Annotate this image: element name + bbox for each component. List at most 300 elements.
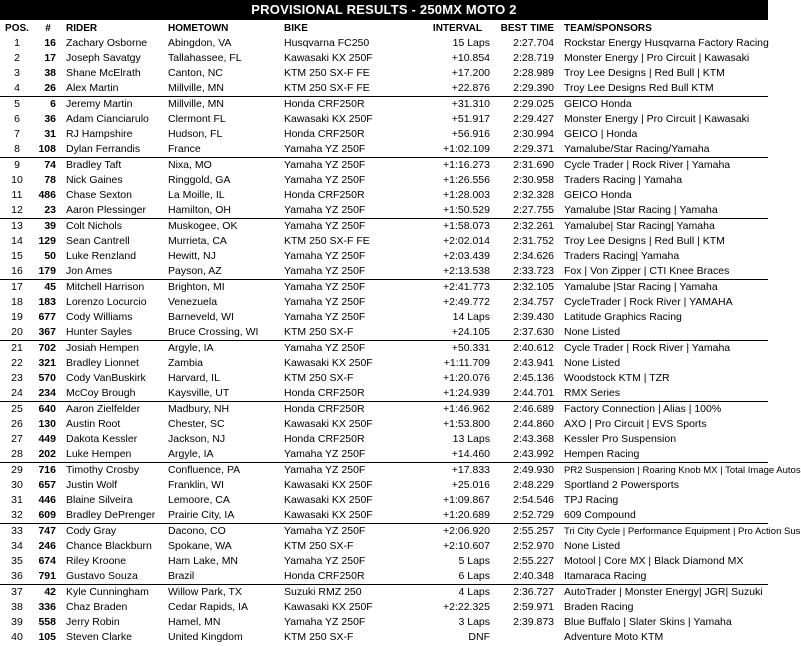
cell-rider: Kyle Cunningham [62, 585, 168, 601]
cell-interval: +1:26.556 [442, 174, 490, 186]
table-row [0, 447, 768, 463]
cell-best-time: 2:34.626 [513, 250, 554, 262]
cell-interval: +1:20.689 [442, 509, 490, 521]
cell-team: Tri City Cycle | Performance Equipment | Pro Action Sus [564, 524, 768, 540]
cell-interval: +1:20.076 [442, 372, 490, 384]
cell-number: 336 [38, 601, 56, 613]
cell-team: Hempen Racing [564, 448, 640, 460]
table-row [0, 585, 768, 601]
cell-number: 674 [38, 555, 56, 567]
cell-hometown: Canton, NC [168, 67, 223, 79]
cell-number: 179 [38, 265, 56, 277]
cell-rider: Shane McElrath [66, 67, 141, 79]
cell-pos: 39 [11, 616, 23, 628]
cell-team: Latitude Graphics Racing [564, 311, 682, 323]
cell-number: 677 [38, 311, 56, 323]
cell-pos: 35 [11, 555, 23, 567]
cell-pos: 5 [0, 97, 34, 113]
cell-rider: Chance Blackburn [66, 540, 152, 552]
cell-hometown: Brighton, MI [168, 280, 284, 296]
cell-number: 640 [34, 402, 62, 418]
cell-hometown: France [168, 143, 201, 155]
cell-rider: Timothy Crosby [62, 463, 168, 479]
cell-interval: +2:41.773 [402, 280, 496, 296]
cell-interval: +10.854 [451, 52, 490, 64]
cell-pos: 31 [11, 494, 23, 506]
cell-best-time: 2:44.860 [513, 418, 554, 430]
cell-interval: +2:03.439 [442, 250, 490, 262]
cell-best-time: 2:52.970 [513, 540, 554, 552]
cell-hometown: Millville, MN [168, 82, 224, 94]
cell-number: 570 [38, 372, 56, 384]
cell-best-time: 2:54.546 [513, 494, 554, 506]
cell-number: 23 [44, 204, 56, 216]
cell-hometown: Kaysville, UT [168, 387, 230, 399]
cell-team: RMX Series [564, 387, 621, 399]
header-number: # [45, 22, 51, 34]
cell-team: 609 Compound [564, 509, 636, 521]
cell-hometown: Prairie City, IA [168, 509, 235, 521]
table-row [0, 66, 768, 81]
cell-pos: 13 [0, 219, 34, 235]
cell-hometown: Ham Lake, MN [168, 555, 239, 567]
cell-bike: Yamaha YZ 250F [284, 341, 402, 357]
cell-interval: 15 Laps [452, 37, 490, 49]
table-row [0, 417, 768, 432]
cell-interval: 4 Laps [402, 585, 496, 601]
cell-rider: McCoy Brough [66, 387, 136, 399]
cell-rider: Austin Root [66, 418, 121, 430]
cell-pos: 1 [14, 37, 20, 49]
table-row [0, 524, 768, 540]
table-row [0, 295, 768, 310]
cell-best-time: 2:31.690 [496, 158, 564, 174]
cell-number: 446 [38, 494, 56, 506]
cell-best-time: 2:37.630 [513, 326, 554, 338]
table-row [0, 142, 768, 158]
cell-team: Kessler Pro Suspension [564, 433, 677, 445]
cell-rider: Cody VanBuskirk [66, 372, 146, 384]
cell-best-time: 2:29.390 [513, 82, 554, 94]
cell-bike: Kawasaki KX 250F [284, 52, 373, 64]
cell-team: Factory Connection | Alias | 100% [564, 402, 768, 418]
cell-interval: +1:28.003 [442, 189, 490, 201]
cell-bike: Kawasaki KX 250F [284, 113, 373, 125]
cell-best-time: 2:55.257 [496, 524, 564, 540]
cell-interval: +1:53.800 [442, 418, 490, 430]
cell-rider: Jeremy Martin [62, 97, 168, 113]
cell-bike: Yamaha YZ 250F [284, 555, 366, 567]
cell-pos: 32 [11, 509, 23, 521]
cell-team: Traders Racing | Yamaha [564, 174, 683, 186]
cell-hometown: Zambia [168, 357, 204, 369]
cell-bike: Yamaha YZ 250F [284, 616, 366, 628]
cell-best-time: 2:33.723 [513, 265, 554, 277]
cell-hometown: Hamilton, OH [168, 204, 232, 216]
cell-best-time: 2:44.701 [513, 387, 554, 399]
cell-rider: Mitchell Harrison [62, 280, 168, 296]
cell-rider: Joseph Savatgy [66, 52, 141, 64]
cell-number: 367 [38, 326, 56, 338]
cell-number: 129 [38, 235, 56, 247]
cell-best-time: 2:43.368 [513, 433, 554, 445]
cell-pos: 24 [11, 387, 23, 399]
cell-team: Yamalube |Star Racing | Yamaha [564, 280, 768, 296]
cell-pos: 16 [11, 265, 23, 277]
cell-bike: Kawasaki KX 250F [284, 357, 373, 369]
table-row [0, 371, 768, 386]
cell-interval: +1:58.073 [402, 219, 496, 235]
cell-bike: Yamaha YZ 250F [284, 265, 366, 277]
cell-team: AutoTrader | Monster Energy| JGR| Suzuki [564, 585, 768, 601]
table-row [0, 600, 768, 615]
cell-rider: Bradley Taft [62, 158, 168, 174]
cell-rider: Aaron Plessinger [66, 204, 146, 216]
cell-best-time: 2:28.989 [513, 67, 554, 79]
cell-rider: Bradley Lionnet [66, 357, 139, 369]
cell-pos: 18 [11, 296, 23, 308]
cell-rider: Chaz Braden [66, 601, 128, 613]
cell-pos: 26 [11, 418, 23, 430]
cell-pos: 7 [14, 128, 20, 140]
header-best-time: BEST TIME [500, 22, 554, 34]
cell-rider: Nick Gaines [66, 174, 123, 186]
cell-best-time: 2:30.958 [513, 174, 554, 186]
cell-best-time: 2:43.992 [513, 448, 554, 460]
cell-hometown: Spokane, WA [168, 540, 232, 552]
cell-interval: 13 Laps [452, 433, 490, 445]
cell-best-time: 2:29.025 [496, 97, 564, 113]
cell-bike: Yamaha YZ 250F [284, 174, 366, 186]
table-row [0, 508, 768, 524]
cell-team: TPJ Racing [564, 494, 619, 506]
cell-pos: 2 [14, 52, 20, 64]
cell-number: 657 [38, 479, 56, 491]
cell-interval: +2:13.538 [442, 265, 490, 277]
cell-pos: 11 [11, 189, 23, 201]
cell-pos: 21 [0, 341, 34, 357]
cell-pos: 8 [14, 143, 20, 155]
results-table [0, 20, 801, 645]
cell-team: None Listed [564, 357, 621, 369]
cell-team: Troy Lee Designs Red Bull KTM [564, 82, 714, 94]
cell-best-time: 2:29.371 [513, 143, 554, 155]
cell-rider: Chase Sexton [66, 189, 132, 201]
cell-team: Woodstock KTM | TZR [564, 372, 670, 384]
cell-hometown: Argyle, IA [168, 448, 214, 460]
cell-pos: 23 [11, 372, 23, 384]
header-team: TEAM/SPONSORS [564, 22, 652, 34]
cell-best-time: 2:45.136 [513, 372, 554, 384]
table-row [0, 112, 768, 127]
cell-interval: +1:46.962 [402, 402, 496, 418]
cell-interval: 3 Laps [458, 616, 490, 628]
table-row [0, 432, 768, 447]
cell-interval: +56.916 [451, 128, 490, 140]
cell-hometown: Muskogee, OK [168, 219, 284, 235]
cell-interval: +14.460 [451, 448, 490, 460]
cell-hometown: Murrieta, CA [168, 235, 227, 247]
cell-rider: Steven Clarke [66, 631, 132, 643]
cell-number: 6 [34, 97, 62, 113]
cell-best-time: 2:32.261 [496, 219, 564, 235]
cell-number: 702 [34, 341, 62, 357]
cell-best-time: 2:39.873 [513, 616, 554, 628]
cell-team: Monster Energy | Pro Circuit | Kawasaki [564, 52, 750, 64]
cell-bike: Honda CRF250R [284, 433, 365, 445]
cell-team: Braden Racing [564, 601, 634, 613]
cell-team: Troy Lee Designs | Red Bull | KTM [564, 67, 725, 79]
cell-number: 246 [38, 540, 56, 552]
cell-bike: KTM 250 SX-F FE [284, 82, 370, 94]
cell-pos: 37 [0, 585, 34, 601]
cell-hometown: Hudson, FL [168, 128, 223, 140]
cell-pos: 10 [11, 174, 23, 186]
cell-bike: KTM 250 SX-F [284, 540, 354, 552]
cell-bike: Yamaha YZ 250F [284, 296, 366, 308]
cell-best-time: 2:27.704 [513, 37, 554, 49]
table-row [0, 51, 768, 66]
cell-team: Cycle Trader | Rock River | Yamaha [564, 341, 768, 357]
cell-number: 105 [38, 631, 56, 643]
table-row [0, 97, 768, 113]
table-row [0, 630, 768, 645]
cell-hometown: Lemoore, CA [168, 494, 230, 506]
cell-hometown: Willow Park, TX [168, 585, 284, 601]
cell-team: Yamalube |Star Racing | Yamaha [564, 204, 718, 216]
cell-best-time: 2:46.689 [496, 402, 564, 418]
cell-best-time: 2:48.229 [513, 479, 554, 491]
cell-hometown: Chester, SC [168, 418, 225, 430]
cell-bike: Yamaha YZ 250F [284, 311, 366, 323]
cell-hometown: La Moille, IL [168, 189, 225, 201]
cell-best-time: 2:32.328 [513, 189, 554, 201]
cell-bike: Honda CRF250R [284, 97, 402, 113]
cell-pos: 27 [11, 433, 23, 445]
cell-interval: +50.331 [402, 341, 496, 357]
cell-hometown: Cedar Rapids, IA [168, 601, 248, 613]
cell-rider: Justin Wolf [66, 479, 118, 491]
cell-number: 38 [44, 67, 56, 79]
cell-number: 449 [38, 433, 56, 445]
cell-rider: Gustavo Souza [66, 570, 138, 582]
table-row [0, 310, 768, 325]
cell-number: 747 [34, 524, 62, 540]
cell-best-time [496, 630, 564, 645]
cell-interval: +1:24.939 [442, 387, 490, 399]
table-row [0, 36, 768, 51]
table-row [0, 539, 768, 554]
cell-bike: Yamaha YZ 250F [284, 448, 366, 460]
cell-number: 609 [38, 509, 56, 521]
cell-number: 36 [44, 113, 56, 125]
cell-best-time: 2:27.755 [513, 204, 554, 216]
cell-interval: +2:06.920 [402, 524, 496, 540]
cell-pos: 20 [11, 326, 23, 338]
cell-bike: Kawasaki KX 250F [284, 509, 373, 521]
cell-interval: +1:16.273 [402, 158, 496, 174]
table-row [0, 188, 768, 203]
cell-rider: Lorenzo Locurcio [66, 296, 147, 308]
cell-team: Yamalube| Star Racing| Yamaha [564, 219, 768, 235]
cell-team: Yamalube/Star Racing/Yamaha [564, 143, 710, 155]
cell-rider: Luke Renzland [66, 250, 137, 262]
cell-hometown: Franklin, WI [168, 479, 225, 491]
cell-number: 234 [38, 387, 56, 399]
cell-best-time: 2:43.941 [513, 357, 554, 369]
cell-best-time: 2:34.757 [513, 296, 554, 308]
cell-pos: 34 [11, 540, 23, 552]
cell-team: None Listed [564, 326, 621, 338]
cell-bike: Kawasaki KX 250F [284, 494, 373, 506]
cell-interval: +1:09.867 [442, 494, 490, 506]
cell-team: Adventure Moto KTM [564, 631, 664, 643]
cell-bike: Honda CRF250R [284, 570, 365, 582]
cell-hometown: Madbury, NH [168, 402, 284, 418]
cell-team: Rockstar Energy Husqvarna Factory Racing [564, 37, 769, 49]
cell-hometown: Ringgold, GA [168, 174, 231, 186]
table-row [0, 280, 768, 296]
cell-hometown: Clermont FL [168, 113, 226, 125]
cell-team: Motool | Core MX | Black Diamond MX [564, 555, 744, 567]
cell-number: 50 [44, 250, 56, 262]
cell-best-time: 2:55.227 [513, 555, 554, 567]
cell-interval: +24.105 [451, 326, 490, 338]
cell-interval: +25.016 [451, 479, 490, 491]
cell-bike: Yamaha YZ 250F [284, 524, 402, 540]
cell-best-time: 2:32.105 [496, 280, 564, 296]
table-row [0, 158, 768, 174]
cell-rider: Bradley DePrenger [66, 509, 156, 521]
cell-best-time: 2:40.348 [513, 570, 554, 582]
table-row [0, 493, 768, 508]
cell-pos: 22 [11, 357, 23, 369]
cell-bike: Kawasaki KX 250F [284, 601, 373, 613]
cell-rider: Alex Martin [66, 82, 119, 94]
cell-hometown: Payson, AZ [168, 265, 222, 277]
table-row [0, 356, 768, 371]
cell-bike: Yamaha YZ 250F [284, 204, 366, 216]
cell-bike: Yamaha YZ 250F [284, 250, 366, 262]
cell-pos: 6 [14, 113, 20, 125]
header-rider: RIDER [66, 22, 98, 34]
cell-hometown: Dacono, CO [168, 524, 284, 540]
cell-pos: 4 [14, 82, 20, 94]
cell-rider: Zachary Osborne [66, 37, 148, 49]
cell-bike: Husqvarna FC250 [284, 37, 370, 49]
header-pos: POS. [5, 22, 29, 34]
cell-bike: Suzuki RMZ 250 [284, 585, 402, 601]
cell-number: 486 [38, 189, 56, 201]
cell-number: 558 [38, 616, 56, 628]
cell-rider: Luke Hempen [66, 448, 132, 460]
header-interval: INTERVAL [432, 22, 482, 34]
cell-hometown: Venezuela [168, 296, 218, 308]
cell-bike: Yamaha YZ 250F [284, 143, 366, 155]
cell-best-time: 2:49.930 [496, 463, 564, 479]
cell-rider: Colt Nichols [62, 219, 168, 235]
cell-hometown: Nixa, MO [168, 158, 284, 174]
cell-bike: Honda CRF250R [284, 189, 365, 201]
cell-hometown: Argyle, IA [168, 341, 284, 357]
cell-hometown: Barneveld, WI [168, 311, 234, 323]
cell-best-time: 2:39.430 [513, 311, 554, 323]
cell-team: Cycle Trader | Rock River | Yamaha [564, 158, 768, 174]
cell-rider: Blaine Silveira [66, 494, 133, 506]
table-row [0, 402, 768, 418]
cell-bike: Honda CRF250R [284, 387, 365, 399]
cell-rider: Dakota Kessler [66, 433, 138, 445]
cell-pos: 25 [0, 402, 34, 418]
cell-interval: +31.310 [402, 97, 496, 113]
cell-number: 74 [34, 158, 62, 174]
cell-team: CycleTrader | Rock River | YAMAHA [564, 296, 733, 308]
cell-number: 16 [44, 37, 56, 49]
cell-rider: Aaron Zielfelder [62, 402, 168, 418]
cell-best-time: 2:40.612 [496, 341, 564, 357]
cell-bike: KTM 250 SX-F FE [284, 67, 370, 79]
cell-number: 26 [44, 82, 56, 94]
cell-hometown: Bruce Crossing, WI [168, 326, 259, 338]
cell-number: 791 [38, 570, 56, 582]
cell-team: GEICO | Honda [564, 128, 638, 140]
cell-number: 42 [34, 585, 62, 601]
cell-best-time: 2:52.729 [513, 509, 554, 521]
cell-pos: 17 [0, 280, 34, 296]
cell-rider: Sean Cantrell [66, 235, 130, 247]
header-bike: BIKE [284, 22, 308, 34]
cell-interval: +1:50.529 [442, 204, 490, 216]
cell-team: Monster Energy | Pro Circuit | Kawasaki [564, 113, 750, 125]
cell-pos: 28 [11, 448, 23, 460]
cell-bike: Yamaha YZ 250F [284, 463, 402, 479]
cell-bike: Kawasaki KX 250F [284, 479, 373, 491]
cell-number: 39 [34, 219, 62, 235]
cell-bike: KTM 250 SX-F [284, 326, 354, 338]
header-hometown: HOMETOWN [168, 22, 229, 34]
cell-number: 202 [38, 448, 56, 460]
table-row [0, 203, 768, 219]
cell-pos: 40 [11, 631, 23, 643]
cell-team: GEICO Honda [564, 97, 768, 113]
cell-pos: 30 [11, 479, 23, 491]
cell-team: GEICO Honda [564, 189, 632, 201]
cell-best-time: 2:28.719 [513, 52, 554, 64]
cell-interval: 14 Laps [452, 311, 490, 323]
cell-hometown: Hewitt, NJ [168, 250, 216, 262]
cell-bike: Kawasaki KX 250F [284, 418, 373, 430]
cell-best-time: 2:29.427 [513, 113, 554, 125]
cell-number: 130 [38, 418, 56, 430]
cell-number: 716 [34, 463, 62, 479]
cell-hometown: Jackson, NJ [168, 433, 226, 445]
table-row [0, 554, 768, 569]
table-row [0, 615, 768, 630]
cell-interval: +2:49.772 [442, 296, 490, 308]
cell-team: PR2 Suspension | Roaring Knob MX | Total Image Autos [564, 463, 768, 479]
cell-interval: +1:11.709 [443, 357, 490, 369]
cell-best-time: 2:36.727 [496, 585, 564, 601]
cell-team: Itamaraca Racing [564, 570, 647, 582]
cell-bike: Yamaha YZ 250F [284, 219, 402, 235]
cell-team: Sportland 2 Powersports [564, 479, 679, 491]
cell-hometown: Brazil [168, 570, 195, 582]
cell-pos: 33 [0, 524, 34, 540]
cell-hometown: Hamel, MN [168, 616, 221, 628]
cell-rider: Jerry Robin [66, 616, 120, 628]
cell-rider: Adam Cianciarulo [66, 113, 149, 125]
cell-best-time: 2:30.994 [513, 128, 554, 140]
